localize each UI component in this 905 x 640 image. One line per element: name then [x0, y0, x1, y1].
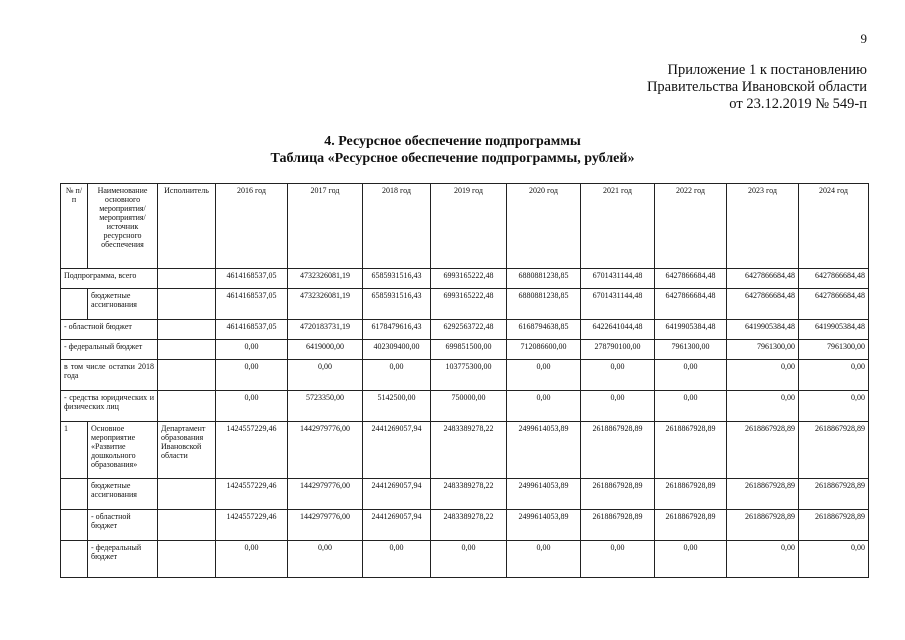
table-title: Таблица «Ресурсное обеспечение подпрограммы, рублей» — [270, 151, 635, 166]
row-value-cell: 2499614053,89 — [507, 510, 581, 541]
row-name: - средства юридических и физических лиц — [61, 391, 158, 422]
row-value-cell: 6880881238,85 — [507, 269, 581, 289]
row-name: Подпрограмма, всего — [61, 269, 158, 289]
row-value-cell: 699851500,00 — [431, 340, 507, 360]
row-value-cell: 0,00 — [581, 360, 655, 391]
header-year: 2024 год — [799, 184, 869, 269]
header-year: 2020 год — [507, 184, 581, 269]
row-value-cell: 0,00 — [216, 541, 288, 578]
row-value-cell: 6880881238,85 — [507, 289, 581, 320]
table-body — [61, 269, 869, 578]
row-value-cell: 6292563722,48 — [431, 320, 507, 340]
row-number — [61, 510, 88, 541]
row-value-cell: 2483389278,22 — [431, 510, 507, 541]
row-number — [61, 289, 88, 320]
table-row — [61, 391, 869, 422]
row-value-cell: 6419905384,48 — [727, 320, 799, 340]
row-name: Основное мероприятие «Развитие дошкольного образования» — [88, 422, 158, 479]
row-value-cell: 2499614053,89 — [507, 479, 581, 510]
row-value-cell: 6427866684,48 — [727, 269, 799, 289]
table-row — [61, 510, 869, 541]
row-value-cell: 0,00 — [799, 541, 869, 578]
header-year: 2016 год — [216, 184, 288, 269]
row-value-cell: 7961300,00 — [727, 340, 799, 360]
row-value-cell: 6427866684,48 — [799, 289, 869, 320]
row-value-cell: 0,00 — [727, 360, 799, 391]
section-heading — [0, 133, 905, 167]
row-name: в том числе остатки 2018 года — [61, 360, 158, 391]
row-number: 1 — [61, 422, 88, 479]
table-row — [61, 320, 869, 340]
table-row — [61, 340, 869, 360]
row-value-cell: 0,00 — [363, 541, 431, 578]
row-value-cell: 0,00 — [288, 360, 363, 391]
row-value-cell: 2618867928,89 — [581, 510, 655, 541]
row-value-cell: 2618867928,89 — [655, 510, 727, 541]
header-name: Наименование основного мероприятия/ мероприятия/ источник ресурсного обеспечения — [88, 184, 158, 269]
row-value-cell: 4732326081,19 — [288, 269, 363, 289]
row-executor — [158, 320, 216, 340]
row-value-cell: 6168794638,85 — [507, 320, 581, 340]
row-value-cell: 2618867928,89 — [655, 479, 727, 510]
row-value-cell: 6178479616,43 — [363, 320, 431, 340]
row-value-cell: 0,00 — [655, 360, 727, 391]
row-value-cell: 0,00 — [216, 360, 288, 391]
row-value-cell: 0,00 — [799, 360, 869, 391]
row-value-cell: 0,00 — [655, 541, 727, 578]
header-executor: Исполнитель — [158, 184, 216, 269]
header-year: 2023 год — [727, 184, 799, 269]
row-value-cell: 0,00 — [363, 360, 431, 391]
appendix-line-3: от 23.12.2019 № 549-п — [729, 96, 867, 112]
row-value-cell: 6585931516,43 — [363, 269, 431, 289]
row-value-cell: 103775300,00 — [431, 360, 507, 391]
row-value-cell: 4732326081,19 — [288, 289, 363, 320]
header-num: № п/п — [61, 184, 88, 269]
row-name: - областной бюджет — [61, 320, 158, 340]
row-value-cell: 7961300,00 — [799, 340, 869, 360]
row-executor — [158, 391, 216, 422]
row-value-cell: 0,00 — [799, 391, 869, 422]
row-value-cell: 2618867928,89 — [581, 422, 655, 479]
row-value-cell: 2441269057,94 — [363, 510, 431, 541]
row-executor — [158, 541, 216, 578]
table-row — [61, 479, 869, 510]
table-header-row — [61, 184, 869, 269]
row-value-cell: 6427866684,48 — [655, 269, 727, 289]
row-value-cell: 402309400,00 — [363, 340, 431, 360]
row-value-cell: 2618867928,89 — [581, 479, 655, 510]
row-value-cell: 6993165222,48 — [431, 289, 507, 320]
row-value-cell: 0,00 — [507, 360, 581, 391]
row-value-cell: 2483389278,22 — [431, 479, 507, 510]
row-value-cell: 0,00 — [507, 391, 581, 422]
header-year: 2018 год — [363, 184, 431, 269]
table-row — [61, 360, 869, 391]
row-value-cell: 6419000,00 — [288, 340, 363, 360]
row-value-cell: 1442979776,00 — [288, 479, 363, 510]
row-value-cell: 0,00 — [507, 541, 581, 578]
row-name: - федеральный бюджет — [61, 340, 158, 360]
table-row — [61, 289, 869, 320]
row-value-cell: 6701431144,48 — [581, 269, 655, 289]
row-value-cell: 2499614053,89 — [507, 422, 581, 479]
row-value-cell: 1424557229,46 — [216, 422, 288, 479]
row-name: бюджетные ассигнования — [88, 479, 158, 510]
row-value-cell: 5142500,00 — [363, 391, 431, 422]
header-year: 2019 год — [431, 184, 507, 269]
row-value-cell: 6419905384,48 — [799, 320, 869, 340]
appendix-reference — [647, 62, 867, 113]
row-value-cell: 0,00 — [581, 391, 655, 422]
row-value-cell: 278790100,00 — [581, 340, 655, 360]
row-value-cell: 2618867928,89 — [727, 510, 799, 541]
row-value-cell: 2618867928,89 — [799, 479, 869, 510]
table-row — [61, 541, 869, 578]
row-value-cell: 0,00 — [581, 541, 655, 578]
row-value-cell: 0,00 — [727, 541, 799, 578]
row-value-cell: 2441269057,94 — [363, 422, 431, 479]
row-value-cell: 1442979776,00 — [288, 510, 363, 541]
row-value-cell: 6701431144,48 — [581, 289, 655, 320]
row-value-cell: 6427866684,48 — [655, 289, 727, 320]
row-executor — [158, 510, 216, 541]
row-number — [61, 541, 88, 578]
row-value-cell: 2618867928,89 — [727, 422, 799, 479]
row-value-cell: 0,00 — [216, 391, 288, 422]
row-value-cell: 0,00 — [288, 541, 363, 578]
row-value-cell: 2483389278,22 — [431, 422, 507, 479]
row-name: - областной бюджет — [88, 510, 158, 541]
row-executor — [158, 269, 216, 289]
row-value-cell: 6419905384,48 — [655, 320, 727, 340]
row-value-cell: 2618867928,89 — [727, 479, 799, 510]
row-value-cell: 4720183731,19 — [288, 320, 363, 340]
row-value-cell: 6427866684,48 — [727, 289, 799, 320]
row-value-cell: 2618867928,89 — [655, 422, 727, 479]
header-year: 2022 год — [655, 184, 727, 269]
row-value-cell: 2618867928,89 — [799, 510, 869, 541]
table-row — [61, 269, 869, 289]
row-value-cell: 5723350,00 — [288, 391, 363, 422]
appendix-line-1: Приложение 1 к постановлению — [667, 62, 867, 78]
table-row — [61, 422, 869, 479]
row-value-cell: 0,00 — [431, 541, 507, 578]
row-executor — [158, 479, 216, 510]
row-value-cell: 6585931516,43 — [363, 289, 431, 320]
row-value-cell: 4614168537,05 — [216, 289, 288, 320]
row-value-cell: 712086600,00 — [507, 340, 581, 360]
row-value-cell: 1424557229,46 — [216, 510, 288, 541]
row-value-cell: 0,00 — [216, 340, 288, 360]
row-name: - федеральный бюджет — [88, 541, 158, 578]
row-value-cell: 6427866684,48 — [799, 269, 869, 289]
row-value-cell: 0,00 — [655, 391, 727, 422]
row-executor: Департамент образования Ивановской области — [158, 422, 216, 479]
row-value-cell: 7961300,00 — [655, 340, 727, 360]
row-value-cell: 0,00 — [727, 391, 799, 422]
row-value-cell: 4614168537,05 — [216, 269, 288, 289]
row-value-cell: 2618867928,89 — [799, 422, 869, 479]
row-value-cell: 1424557229,46 — [216, 479, 288, 510]
page-number: 9 — [860, 31, 867, 46]
row-value-cell: 2441269057,94 — [363, 479, 431, 510]
row-value-cell: 4614168537,05 — [216, 320, 288, 340]
row-value-cell: 750000,00 — [431, 391, 507, 422]
appendix-line-2: Правительства Ивановской области — [646, 79, 867, 95]
header-year: 2021 год — [581, 184, 655, 269]
row-value-cell: 6993165222,48 — [431, 269, 507, 289]
row-number — [61, 479, 88, 510]
row-name: бюджетные ассигнования — [88, 289, 158, 320]
row-value-cell: 6422641044,48 — [581, 320, 655, 340]
header-year: 2017 год — [288, 184, 363, 269]
resource-table — [60, 183, 869, 578]
row-executor — [158, 340, 216, 360]
row-executor — [158, 289, 216, 320]
section-title: 4. Ресурсное обеспечение подпрограммы — [324, 134, 581, 149]
row-executor — [158, 360, 216, 391]
row-value-cell: 1442979776,00 — [288, 422, 363, 479]
